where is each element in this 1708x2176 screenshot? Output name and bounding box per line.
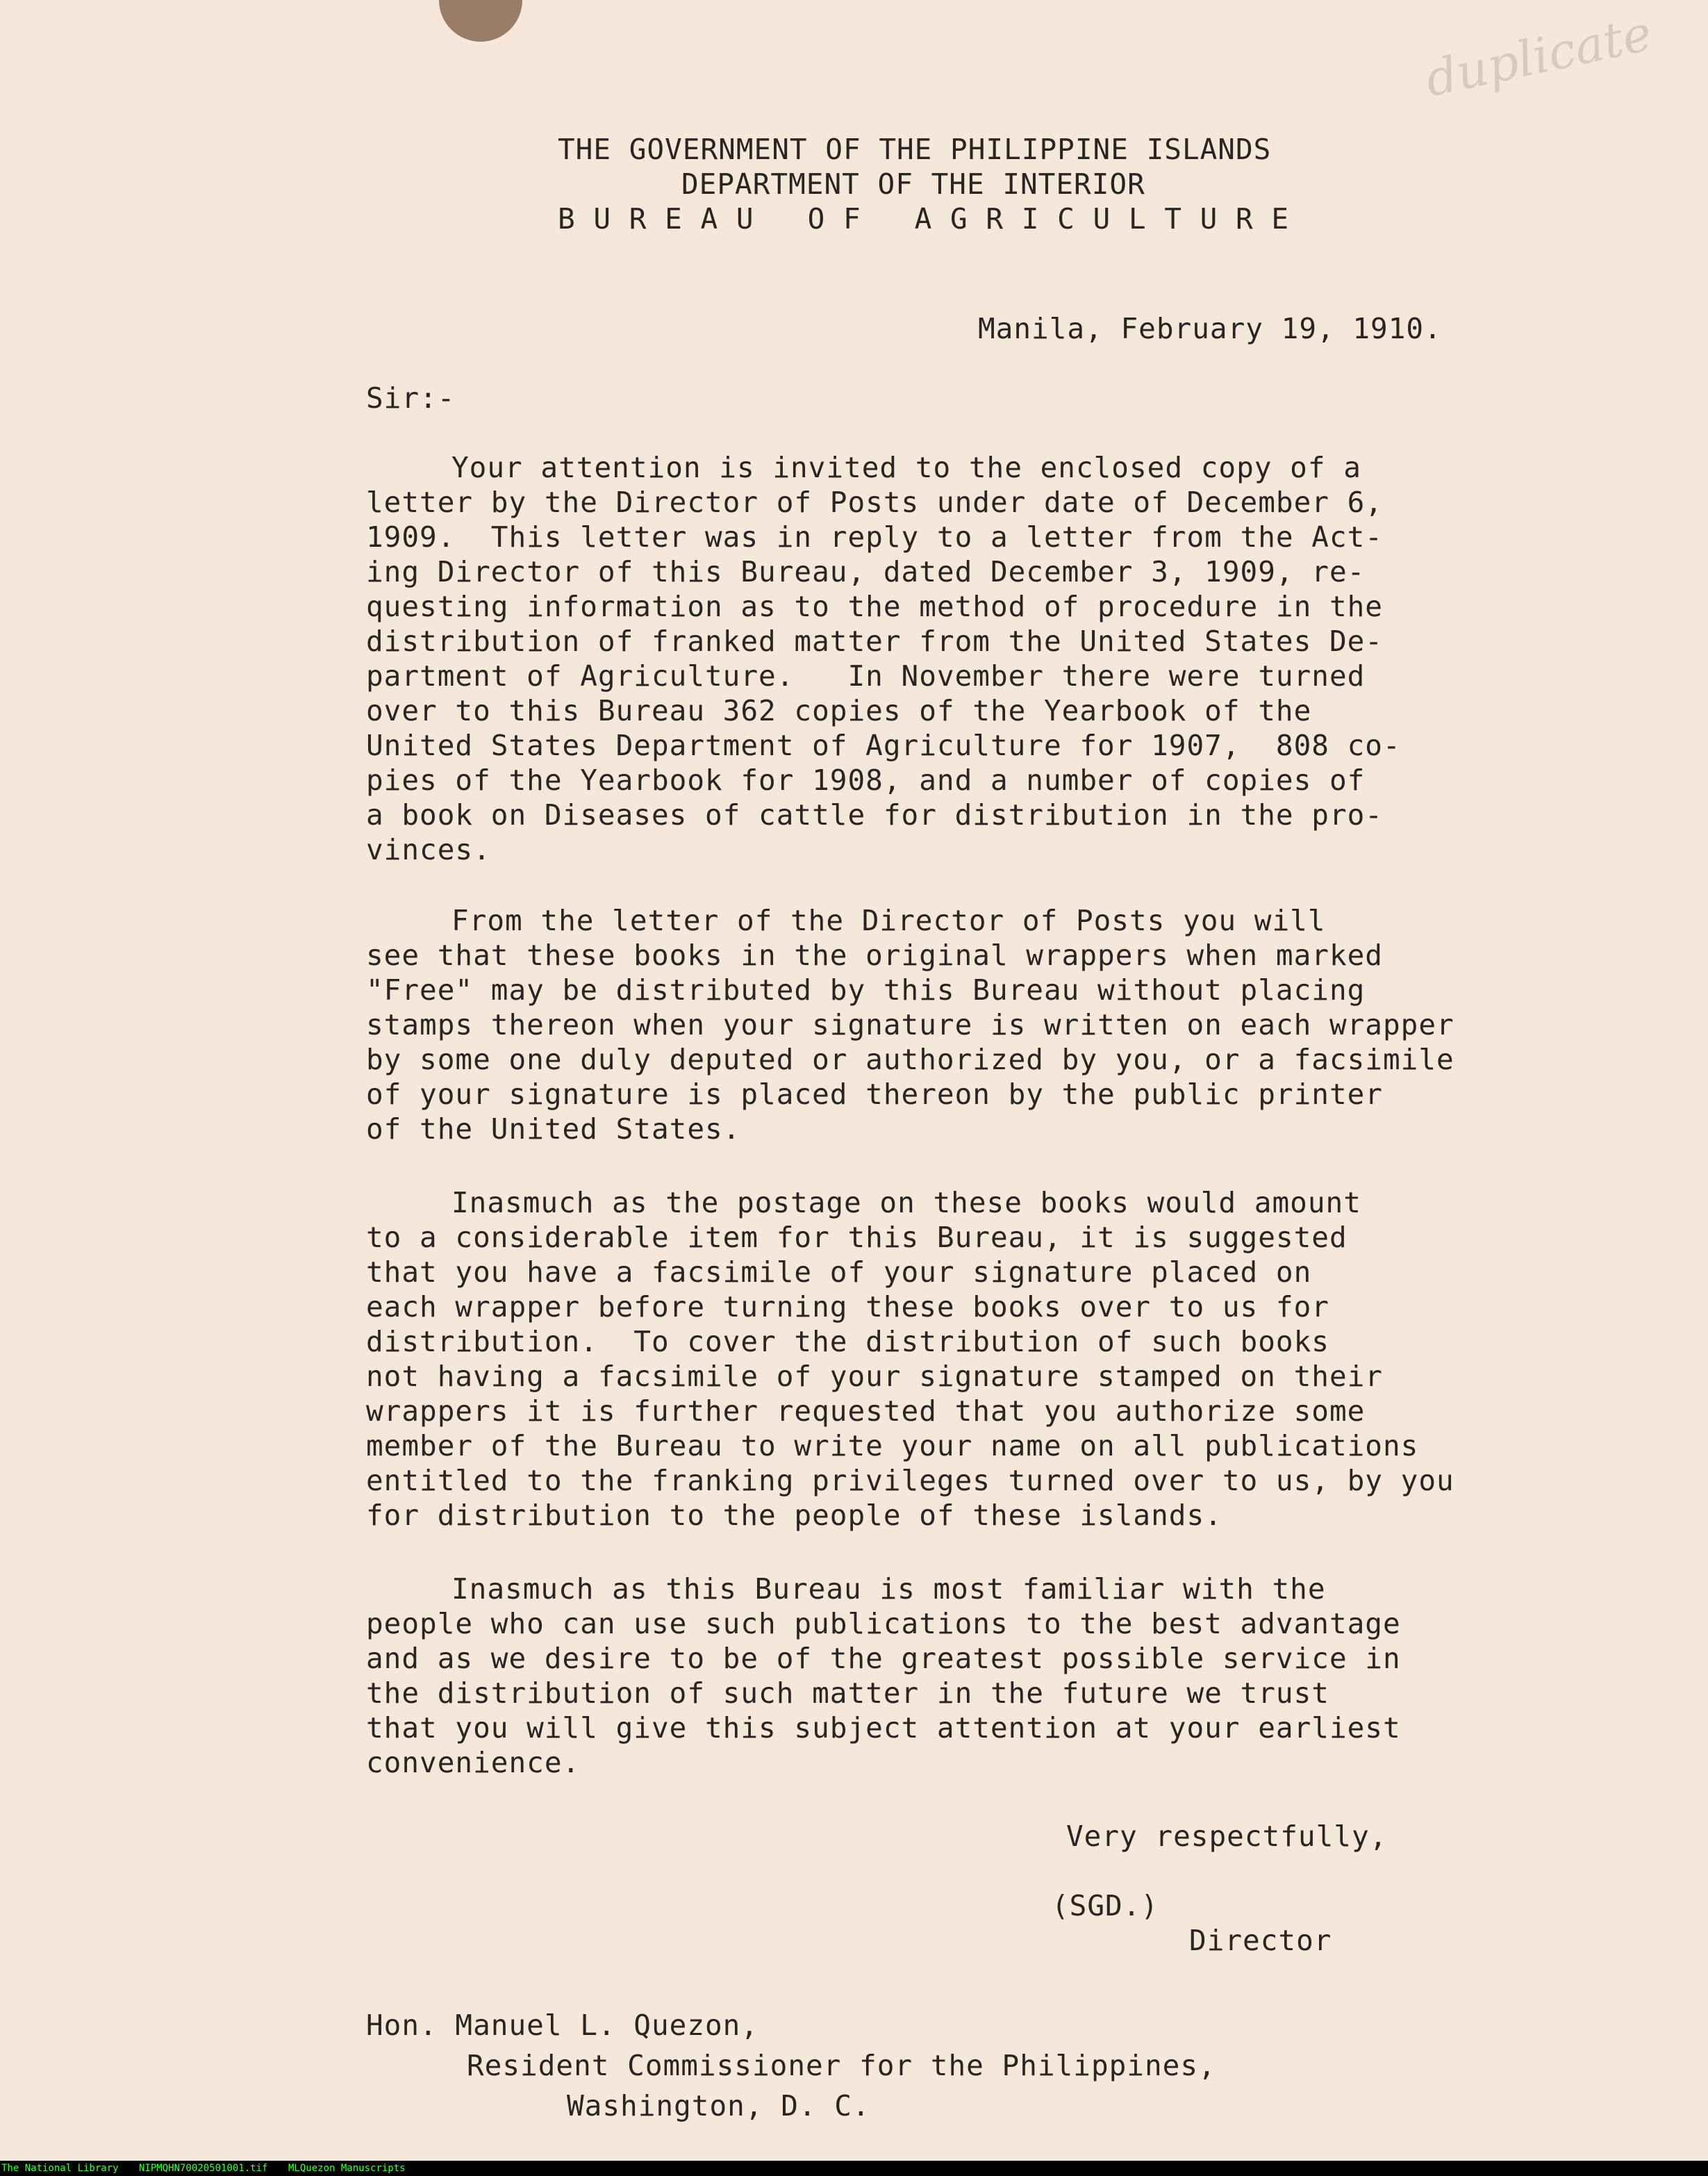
paragraph-line: convenience. bbox=[366, 1746, 581, 1779]
paragraph-line: letter by the Director of Posts under date of December 6, bbox=[366, 486, 1383, 519]
paragraph-line: the distribution of such matter in the future we trust bbox=[366, 1676, 1329, 1710]
paragraph-line: pies of the Yearbook for 1908, and a number of copies of bbox=[366, 764, 1366, 797]
paragraph-line: United States Department of Agriculture for 1907, 808 co- bbox=[366, 729, 1401, 762]
paragraph-line: Inasmuch as the postage on these books would amount bbox=[451, 1186, 1361, 1219]
paragraph-line: and as we desire to be of the greatest possible service in bbox=[366, 1642, 1401, 1675]
paragraph-line: for distribution to the people of these islands. bbox=[366, 1499, 1222, 1532]
paragraph-line: of the United States. bbox=[366, 1112, 741, 1146]
addressee-city: Washington, D. C. bbox=[567, 2089, 870, 2123]
paragraph-line: that you will give this subject attention at your earliest bbox=[366, 1711, 1401, 1745]
paragraph-line: From the letter of the Director of Posts you will bbox=[451, 904, 1326, 937]
letter-date: Manila, February 19, 1910. bbox=[978, 312, 1442, 345]
valediction: Very respectfully, bbox=[1066, 1820, 1388, 1853]
archive-footer-bar bbox=[0, 2161, 1708, 2176]
paragraph-line: to a considerable item for this Bureau, it is suggested bbox=[366, 1221, 1348, 1254]
paragraph-line: wrappers it is further requested that you authorize some bbox=[366, 1394, 1366, 1428]
addressee-position: Resident Commissioner for the Philippines, bbox=[467, 2049, 1216, 2082]
paragraph-line: vinces. bbox=[366, 833, 491, 866]
signature-mark: (SGD.) bbox=[1052, 1889, 1159, 1922]
letterhead-line-2: DEPARTMENT OF THE INTERIOR bbox=[681, 167, 1145, 201]
paragraph-line: distribution of franked matter from the United States De- bbox=[366, 625, 1383, 658]
paragraph-line: distribution. To cover the distribution of such books bbox=[366, 1325, 1329, 1358]
paragraph-line: "Free" may be distributed by this Bureau without placing bbox=[366, 973, 1366, 1007]
paragraph-line: Your attention is invited to the enclosed copy of a bbox=[451, 451, 1361, 484]
addressee-name: Hon. Manuel L. Quezon, bbox=[366, 2009, 759, 2042]
paragraph-line: over to this Bureau 362 copies of the Yearbook of the bbox=[366, 694, 1312, 727]
paragraph-line: people who can use such publications to the best advantage bbox=[366, 1607, 1401, 1640]
paragraph-line: 1909. This letter was in reply to a letter from the Act- bbox=[366, 520, 1383, 554]
letterhead-line-3: B U R E A U O F A G R I C U L T U R E bbox=[558, 202, 1290, 236]
paragraph-line: ing Director of this Bureau, dated December 3, 1909, re- bbox=[366, 555, 1366, 588]
letterhead-line-1: THE GOVERNMENT OF THE PHILIPPINE ISLANDS bbox=[558, 133, 1272, 166]
paragraph-line: of your signature is placed thereon by the public printer bbox=[366, 1078, 1383, 1111]
footer-collection: MLQuezon Manuscripts bbox=[288, 2163, 406, 2174]
paragraph-line: each wrapper before turning these books over to us for bbox=[366, 1290, 1329, 1324]
paragraph-line: see that these books in the original wrappers when marked bbox=[366, 939, 1383, 972]
paper-smudge bbox=[439, 0, 522, 42]
paragraph-line: partment of Agriculture. In November there were turned bbox=[366, 659, 1366, 693]
footer-file: NIPMQHN70020501001.tif bbox=[139, 2163, 268, 2174]
paragraph-line: Inasmuch as this Bureau is most familiar with the bbox=[451, 1572, 1326, 1606]
paragraph-line: a book on Diseases of cattle for distribution in the pro- bbox=[366, 798, 1383, 832]
pencil-annotation: duplicate bbox=[1420, 4, 1657, 108]
paragraph-line: questing information as to the method of procedure in the bbox=[366, 590, 1383, 623]
salutation: Sir:- bbox=[366, 381, 456, 415]
signatory-title: Director bbox=[1189, 1924, 1332, 1957]
footer-library: The National Library bbox=[1, 2163, 119, 2174]
paragraph-line: that you have a facsimile of your signature placed on bbox=[366, 1255, 1312, 1289]
paragraph-line: not having a facsimile of your signature stamped on their bbox=[366, 1360, 1383, 1393]
paragraph-line: entitled to the franking privileges turned over to us, by you bbox=[366, 1464, 1454, 1497]
paragraph-line: member of the Bureau to write your name on all publications bbox=[366, 1429, 1419, 1462]
paragraph-line: by some one duly deputed or authorized by you, or a facsimile bbox=[366, 1043, 1454, 1076]
paragraph-line: stamps thereon when your signature is written on each wrapper bbox=[366, 1008, 1454, 1041]
